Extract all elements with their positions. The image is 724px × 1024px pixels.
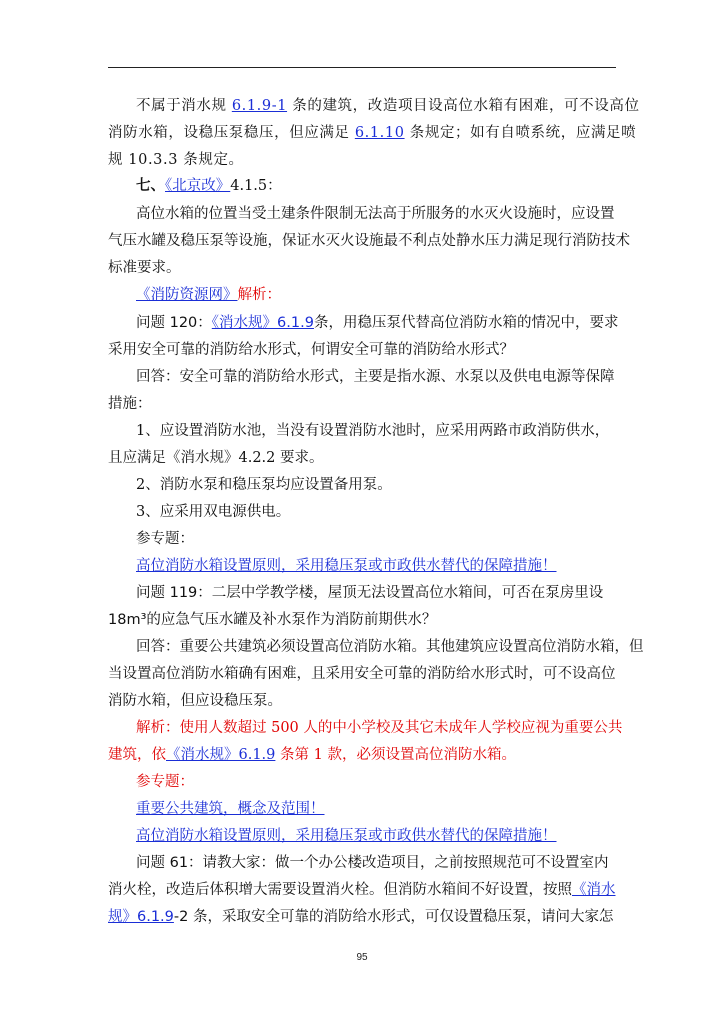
question-line: 18m³的应急气压水罐及补水泵作为消防前期供水？: [108, 612, 437, 628]
list-item: 且应满足《消水规》4.2.2 要求。: [108, 450, 324, 466]
analysis-line: 解析：使用人数超过 500 人的中小学校及其它未成年人学校应视为重要公共: [136, 720, 623, 736]
ref-line: [136, 826, 557, 846]
topic-link[interactable]: 重要公共建筑，概念及范围！: [136, 801, 325, 817]
ref-line: [136, 556, 557, 576]
question-line: 问题 120：《消水规》6.1.9条，用稳压泵代替高位消防水箱的情况中，要求: [136, 315, 619, 331]
source-link[interactable]: 《北京改》: [165, 178, 231, 194]
ref-label: 参专题：: [136, 531, 194, 547]
answer-line: 回答：安全可靠的消防给水形式，主要是指水源、水泵以及供电电源等保障: [136, 369, 615, 385]
clause-link[interactable]: 《消水规》6.1.9: [166, 747, 276, 763]
analysis-line: 建筑，依《消水规》6.1.9 条第 1 款，必须设置高位消防水箱。: [108, 747, 516, 763]
topic-link[interactable]: 高位消防水箱设置原则，采用稳压泵或市政供水替代的保障措施！: [136, 558, 557, 574]
text-line: 标准要求。: [108, 260, 181, 276]
list-item: 1、应设置消防水池，当没有设置消防水池时，应采用两路市政消防供水，: [136, 423, 610, 439]
clause-link[interactable]: 6.1.9-1: [231, 98, 288, 114]
analysis-heading: 《消防资源网》解析：: [136, 287, 281, 303]
text-line: 高位水箱的位置当受土建条件限制无法高于所服务的水灭火设施时，应设置: [136, 206, 615, 222]
answer-line: 措施：: [108, 396, 152, 412]
answer-line: 消防水箱，但应设稳压泵。: [108, 693, 282, 709]
list-item: 3、应采用双电源供电。: [136, 504, 291, 520]
clause-link[interactable]: 6.1.10: [354, 125, 405, 141]
clause-link[interactable]: 规》6.1.9: [108, 909, 174, 925]
topic-link[interactable]: 高位消防水箱设置原则，采用稳压泵或市政供水替代的保障措施！: [136, 828, 557, 844]
source-link[interactable]: 《消防资源网》: [136, 287, 238, 303]
question-line: 问题 119：二层中学教学楼，屋顶无法设置高位水箱间，可否在泵房里设: [136, 585, 604, 601]
clause-link[interactable]: 《消水规》6.1.9: [211, 315, 314, 331]
header-rule: [108, 67, 616, 68]
question-line: 问题 61：请教大家：做一个办公楼改造项目，之前按照规范可不设置室内: [136, 855, 609, 871]
answer-line: 回答：重要公共建筑必须设置高位消防水箱。其他建筑应设置高位消防水箱，但: [136, 639, 644, 655]
text-line: 气压水罐及稳压泵等设施，保证水灭火设施最不利点处静水压力满足现行消防技术: [108, 233, 630, 249]
question-line: 消火栓，改造后体积增大需要设置消火栓。但消防水箱间不好设置，按照《消水: [108, 882, 616, 898]
list-item: 2、消防水泵和稳压泵均应设置备用泵。: [136, 477, 392, 493]
page-number: 95: [356, 952, 368, 963]
ref-line: [136, 799, 325, 819]
question-line: 采用安全可靠的消防给水形式，何谓安全可靠的消防给水形式？: [108, 342, 514, 358]
text-line: 消防水箱，设稳压泵稳压，但应满足 6.1.10 条规定；如有自喷系统，应满足喷: [108, 125, 637, 141]
answer-line: 当设置高位消防水箱确有困难，且采用安全可靠的消防给水形式时，可不设高位: [108, 666, 616, 682]
text-line: 不属于消水规 6.1.9-1 条的建筑，改造项目设高位水箱有困难，可不设高位: [136, 98, 640, 114]
clause-link[interactable]: 《消水: [572, 882, 616, 898]
question-line: 规》6.1.9-2 条，采取安全可靠的消防给水形式，可仅设置稳压泵，请问大家怎: [108, 909, 614, 925]
text-line: 规 10.3.3 条规定。: [108, 152, 244, 168]
section-heading: 七、《北京改》4.1.5：: [136, 178, 282, 194]
ref-label: 参专题：: [136, 774, 194, 790]
